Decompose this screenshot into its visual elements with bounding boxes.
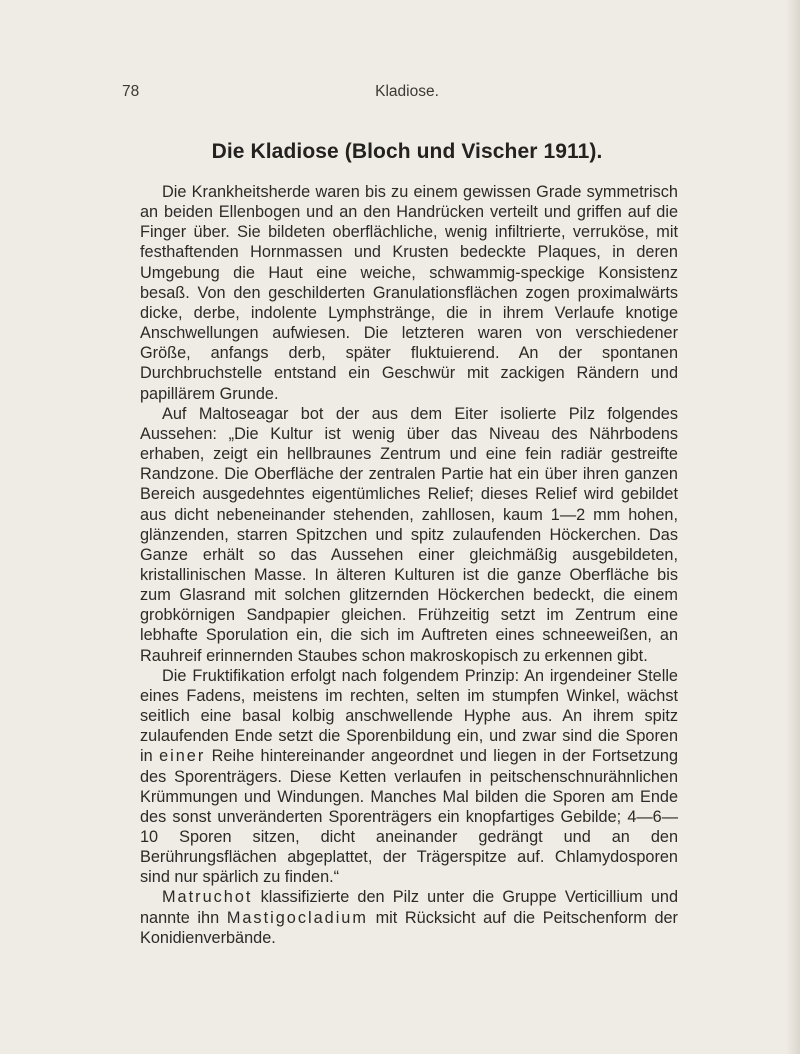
paragraph-fructification (140, 666, 678, 888)
paragraph-classification-mid: klassifizierte den Pilz unter die Gruppe Verticillium und nannte ihn (140, 888, 678, 927)
author-name: Matruchot (162, 888, 253, 907)
emphasized-word: einer (159, 747, 206, 766)
paragraph-fructification-end: Reihe hintereinander angeordnet und liegen in der Fortsetzung des Sporenträgers. Diese Ketten verlaufen in peitschenschnurähnlichen Krümmungen und Windungen. Manches Mal bilden die Sporen am Ende des sonst unveränderten Sporenträgers ein knopfartiges Gebilde; 4—6—10 Sporen sitzen, dicht aneinander gedrängt und an den Berührungsflächen abgeplattet, der Trägerspitze auf. Chlamydosporen sind nur spärlich zu finden.“ (140, 747, 679, 887)
paragraph-fructification-start: Die Fruktifikation erfolgt nach folgendem Prinzip: An irgendeiner Stelle eines Fadens, meistens im rechten, selten im stumpfen Winkel, wächst seitlich eine basal kolbig anschwellende Hyphe aus. An ihrem spitz zulaufenden Ende setzt die Sporenbildung ein, und zwar sind die Sporen in (140, 666, 678, 766)
page-edge-shadow (786, 0, 800, 1054)
page-number: 78 (122, 83, 140, 100)
paragraph-classification (140, 887, 678, 947)
paragraph-culture-description: Auf Maltoseagar bot der aus dem Eiter isolierte Pilz folgendes Aussehen: „Die Kultur ist wenig über das Niveau des Nährbodens erhaben, zeigt ein hellbraunes Zentrum und eine fein radiär gestreifte Randzone. Die Oberfläche der zentralen Partie hat ein über ihren ganzen Bereich ausgedehntes eigentümliches Relief; dieses Relief wird gebildet aus dicht nebeneinander stehenden, zahllosen, kaum 1—2 mm hohen, glänzenden, starren Spitzchen und spitz zulaufenden Höckerchen. Das Ganze erhält so das Aussehen einer gleichmäßig ausgebildeten, kristallinischen Masse. In älteren Kulturen ist die ganze Oberfläche bis zum Glasrand mit solchen glitzernden Höckerchen bedeckt, die einem grobkörnigen Sandpapier gleichen. Frühzeitig setzt im Zentrum eine lebhafte Sporulation ein, die sich im Auftreten eines schneeweißen, an Rauhreif erinnernden Staubes schon makroskopisch zu erkennen gibt. (140, 404, 678, 665)
section-title: Die Kladiose (Bloch und Vischer 1911). (211, 140, 603, 163)
paragraph-case-description: Die Krankheitsherde waren bis zu einem gewissen Grade symmetrisch an beiden Ellenbogen und an den Handrücken verteilt und griffen auf die Finger über. Sie bildeten oberflächliche, wenig infiltrierte, verruköse, mit festhaftenden Hornmassen und Krusten bedeckte Plaques, in deren Umgebung die Haut eine weiche, schwammig-speckige Konsistenz besaß. Von den geschilderten Granulationsflächen zogen proximalwärts dicke, derbe, indolente Lymphstränge, die in ihrem Verlaufe knotige Anschwellungen aufwiesen. Die letzteren waren von verschiedener Größe, anfangs derb, später fluktuierend. An der spontanen Durchbruchstelle entstand ein Geschwür mit zackigen Rändern und papillärem Grunde. (140, 183, 678, 403)
paragraph-classification-end: mit Rücksicht auf die Peitschenform der Konidienverbände. (140, 908, 678, 947)
body-text (140, 182, 678, 948)
genus-name: Mastigocladium (226, 908, 368, 927)
page-header (122, 83, 692, 105)
running-title: Kladiose. (375, 83, 439, 100)
